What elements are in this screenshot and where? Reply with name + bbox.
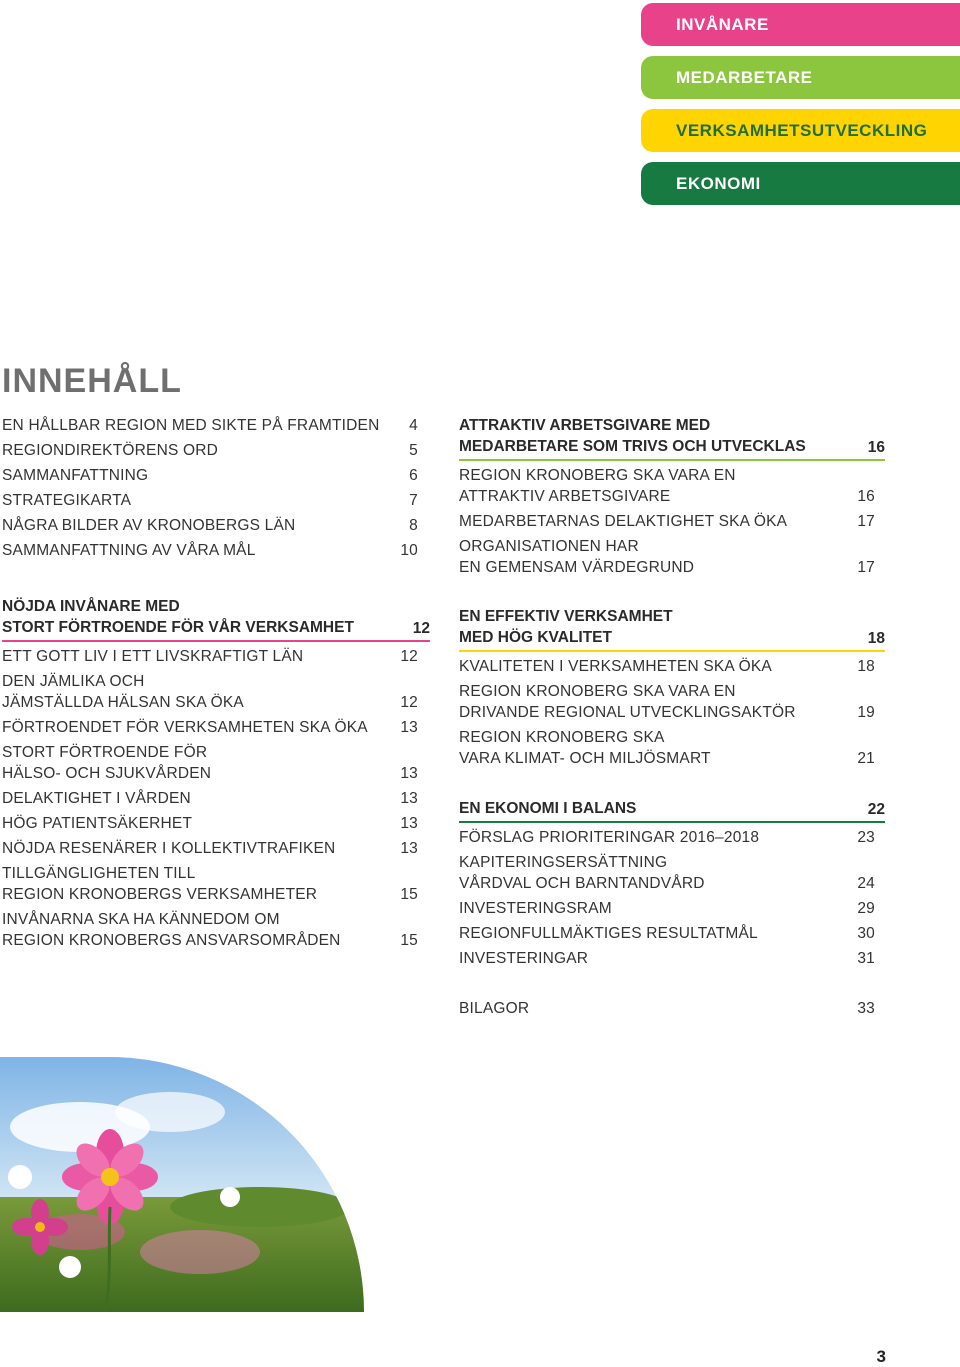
toc-entry[interactable] — [459, 852, 875, 894]
toc-section-page: 22 — [867, 801, 885, 818]
toc-entry[interactable] — [459, 898, 875, 919]
toc-spacer — [459, 969, 875, 973]
toc-entry[interactable] — [2, 515, 418, 536]
toc-entry-page: 5 — [409, 442, 418, 459]
toc-entry[interactable] — [459, 656, 875, 677]
toc-entry-page: 15 — [400, 886, 418, 903]
toc-entry-title — [459, 681, 796, 723]
toc-entry-title-line: VARA KLIMAT- OCH MILJÖSMART — [459, 750, 711, 767]
toc-entry-title — [2, 742, 211, 784]
toc-entry-title-line: STORT FÖRTROENDE FÖR — [2, 744, 208, 761]
toc-entry[interactable] — [2, 540, 418, 561]
toc-verksamhet — [459, 606, 885, 773]
page-number: 3 — [876, 1347, 886, 1366]
toc-entry-title — [459, 923, 758, 944]
toc-entry-title — [459, 827, 759, 848]
toc-entry-title-line: EN GEMENSAM VÄRDEGRUND — [459, 559, 695, 576]
toc-entry-title-line: TILLGÄNGLIGHETEN TILL — [2, 865, 196, 882]
toc-entry[interactable] — [2, 671, 418, 713]
flower-image — [0, 1057, 364, 1312]
toc-section-title-line: MED HÖG KVALITET — [459, 629, 612, 646]
toc-entry[interactable] — [459, 511, 875, 532]
toc-entry[interactable] — [2, 742, 418, 784]
toc-entry-title — [459, 898, 612, 919]
toc-section-heading[interactable] — [2, 596, 430, 642]
toc-entry[interactable] — [459, 465, 875, 507]
toc-entry-page: 4 — [409, 417, 418, 434]
toc-entry-title: BILAGOR — [459, 1000, 530, 1017]
toc-entry-title — [459, 727, 711, 769]
toc-entry[interactable] — [459, 681, 875, 723]
toc-entry-page: 13 — [400, 765, 418, 782]
toc-entry-title — [2, 671, 244, 713]
toc-section-title-line: MEDARBETARE SOM TRIVS OCH UTVECKLAS — [459, 438, 806, 455]
toc-entry-page: 13 — [400, 840, 418, 857]
toc-entry[interactable] — [459, 948, 875, 969]
toc-entry-page: 29 — [857, 900, 875, 917]
toc-entry[interactable] — [2, 415, 418, 436]
toc-entry-title-line: INVESTERINGSRAM — [459, 900, 612, 917]
toc-entry-title-line: INVESTERINGAR — [459, 950, 589, 967]
toc-entry-page: 19 — [857, 704, 875, 721]
toc-invanare — [2, 596, 430, 955]
toc-entry-title-line: KVALITETEN I VERKSAMHETEN SKA ÖKA — [459, 658, 772, 675]
toc-entry-page: 30 — [857, 925, 875, 942]
toc-entry-title-line: REGION KRONOBERGS VERKSAMHETER — [2, 886, 318, 903]
toc-entry-title — [459, 656, 772, 677]
toc-entry-title-line: MEDARBETARNAS DELAKTIGHET SKA ÖKA — [459, 513, 788, 530]
toc-entry-title-line: DELAKTIGHET I VÅRDEN — [2, 790, 191, 807]
toc-entry-title — [459, 852, 705, 894]
toc-entry[interactable] — [2, 788, 418, 809]
toc-entry-title-line: REGION KRONOBERGS ANSVARSOMRÅDEN — [2, 932, 341, 949]
toc-entry-title — [459, 511, 787, 532]
toc-entry-title-line: INVÅNARNA SKA HA KÄNNEDOM OM — [2, 911, 280, 928]
toc-spacer — [2, 561, 418, 565]
toc-section-page: 12 — [412, 620, 430, 637]
toc-entry[interactable] — [459, 727, 875, 769]
toc-entry-title-line: REGION KRONOBERG SKA VARA EN — [459, 683, 736, 700]
toc-ekonomi — [459, 798, 885, 973]
toc-entry-title — [2, 813, 192, 834]
toc-entry[interactable] — [459, 536, 875, 578]
toc-entry-title-line: NÖJDA RESENÄRER I KOLLEKTIVTRAFIKEN — [2, 840, 336, 857]
toc-entry-page: 13 — [400, 815, 418, 832]
toc-entry-title — [459, 536, 694, 578]
toc-entry[interactable] — [2, 646, 418, 667]
toc-entry-title-line: REGIONFULLMÄKTIGES RESULTATMÅL — [459, 925, 758, 942]
toc-entry-title-line: SAMMANFATTNING AV VÅRA MÅL — [2, 542, 256, 559]
toc-section-title-line: STORT FÖRTROENDE FÖR VÅR VERKSAMHET — [2, 619, 354, 636]
toc-entry-title — [2, 717, 368, 738]
toc-entry[interactable] — [459, 923, 875, 944]
toc-entry-title — [459, 948, 588, 969]
toc-entry-title — [2, 540, 256, 561]
toc-entry[interactable] — [2, 838, 418, 859]
toc-entry-page: 7 — [409, 492, 418, 509]
toc-section-title — [459, 606, 673, 648]
section-tabs — [641, 3, 960, 215]
toc-section-heading[interactable] — [459, 798, 885, 823]
toc-entry-title-line: FÖRTROENDET FÖR VERKSAMHETEN SKA ÖKA — [2, 719, 368, 736]
toc-spacer — [459, 769, 875, 773]
toc-section-heading[interactable] — [459, 606, 885, 652]
toc-entry-title — [2, 440, 218, 461]
toc-entry-title-line: NÅGRA BILDER AV KRONOBERGS LÄN — [2, 517, 296, 534]
toc-entry-title-line: SAMMANFATTNING — [2, 467, 149, 484]
toc-entry-page: 17 — [857, 513, 875, 530]
toc-section-title-line: ATTRAKTIV ARBETSGIVARE MED — [459, 417, 711, 434]
toc-section-heading[interactable] — [459, 415, 885, 461]
toc-spacer — [2, 951, 418, 955]
toc-entry[interactable] — [2, 863, 418, 905]
toc-entry-title-line: REGION KRONOBERG SKA VARA EN — [459, 467, 736, 484]
toc-section-title-line: EN EKONOMI I BALANS — [459, 800, 637, 817]
toc-entry-page: 31 — [857, 950, 875, 967]
tab-verksamhetsutveckling[interactable]: VERKSAMHETSUTVECKLING — [641, 109, 960, 152]
toc-entry-title — [459, 465, 736, 507]
toc-entry[interactable] — [459, 998, 875, 1019]
toc-entry-title — [2, 646, 303, 667]
toc-entry-title-line: KAPITERINGSERSÄTTNING — [459, 854, 668, 871]
toc-entry-page: 13 — [400, 719, 418, 736]
toc-entry[interactable] — [459, 827, 875, 848]
toc-entry-page: 15 — [400, 932, 418, 949]
toc-entry-page: 18 — [857, 658, 875, 675]
toc-entry-title-line: JÄMSTÄLLDA HÄLSAN SKA ÖKA — [2, 694, 244, 711]
toc-entry-title-line: VÅRDVAL OCH BARNTANDVÅRD — [459, 875, 705, 892]
toc-spacer — [459, 578, 875, 582]
toc-entry-page: 21 — [857, 750, 875, 767]
tab-ekonomi[interactable]: EKONOMI — [641, 162, 960, 205]
toc-entry-page: 23 — [857, 829, 875, 846]
toc-entry-title — [2, 515, 295, 536]
toc-entry-title — [2, 788, 191, 809]
toc-section-page: 16 — [867, 439, 885, 456]
toc-entry-page: 12 — [400, 694, 418, 711]
toc-entry-title-line: HÄLSO- OCH SJUKVÅRDEN — [2, 765, 212, 782]
toc-entry-title-line: EN HÅLLBAR REGION MED SIKTE PÅ FRAMTIDEN — [2, 417, 380, 434]
toc-entry-title — [2, 838, 335, 859]
toc-entry-page: 13 — [400, 790, 418, 807]
toc-entry-title-line: ETT GOTT LIV I ETT LIVSKRAFTIGT LÄN — [2, 648, 304, 665]
page-title: INNEHÅLL — [2, 362, 182, 400]
toc-entry-title — [2, 490, 131, 511]
toc-entry-title — [2, 415, 379, 436]
flower-photo — [0, 1057, 364, 1312]
toc-section-title — [459, 798, 636, 819]
toc-section-title-line: NÖJDA INVÅNARE MED — [2, 598, 180, 615]
toc-entry-page: 8 — [409, 517, 418, 534]
toc-entry[interactable] — [2, 490, 418, 511]
toc-entry-title-line: STRATEGIKARTA — [2, 492, 132, 509]
toc-entry-title-line: FÖRSLAG PRIORITERINGAR 2016–2018 — [459, 829, 760, 846]
tab-medarbetare[interactable]: MEDARBETARE — [641, 56, 960, 99]
tab-invanare[interactable]: INVÅNARE — [641, 3, 960, 46]
toc-entry-title-line: ATTRAKTIV ARBETSGIVARE — [459, 488, 671, 505]
toc-section-title-line: EN EFFEKTIV VERKSAMHET — [459, 608, 673, 625]
toc-medarbetare — [459, 415, 885, 582]
toc-entry-page: 12 — [400, 648, 418, 665]
toc-entry-title-line: HÖG PATIENTSÄKERHET — [2, 815, 193, 832]
toc-intro — [2, 415, 418, 565]
toc-entry-title — [2, 863, 317, 905]
toc-entry[interactable] — [2, 440, 418, 461]
toc-entry-title-line: ORGANISATIONEN HAR — [459, 538, 639, 555]
toc-entry-page: 17 — [857, 559, 875, 576]
toc-entry-page: 6 — [409, 467, 418, 484]
toc-entry[interactable] — [2, 813, 418, 834]
toc-entry-title-line: DRIVANDE REGIONAL UTVECKLINGSAKTÖR — [459, 704, 796, 721]
toc-bilagor — [459, 998, 875, 1019]
toc-section-title — [2, 596, 354, 638]
toc-entry-page: 16 — [857, 488, 875, 505]
toc-entry-title-line: DEN JÄMLIKA OCH — [2, 673, 145, 690]
toc-section-page: 18 — [867, 630, 885, 647]
toc-section-title — [459, 415, 806, 457]
toc-entry[interactable] — [2, 465, 418, 486]
toc-entry[interactable] — [2, 909, 418, 951]
toc-entry-page: 33 — [857, 1000, 875, 1017]
toc-entry-title-line: REGIONDIREKTÖRENS ORD — [2, 442, 219, 459]
toc-entry-title — [2, 909, 341, 951]
toc-entry-title-line: REGION KRONOBERG SKA — [459, 729, 665, 746]
toc-entry-page: 10 — [400, 542, 418, 559]
toc-entry[interactable] — [2, 717, 418, 738]
toc-entry-page: 24 — [857, 875, 875, 892]
toc-entry-title — [2, 465, 148, 486]
